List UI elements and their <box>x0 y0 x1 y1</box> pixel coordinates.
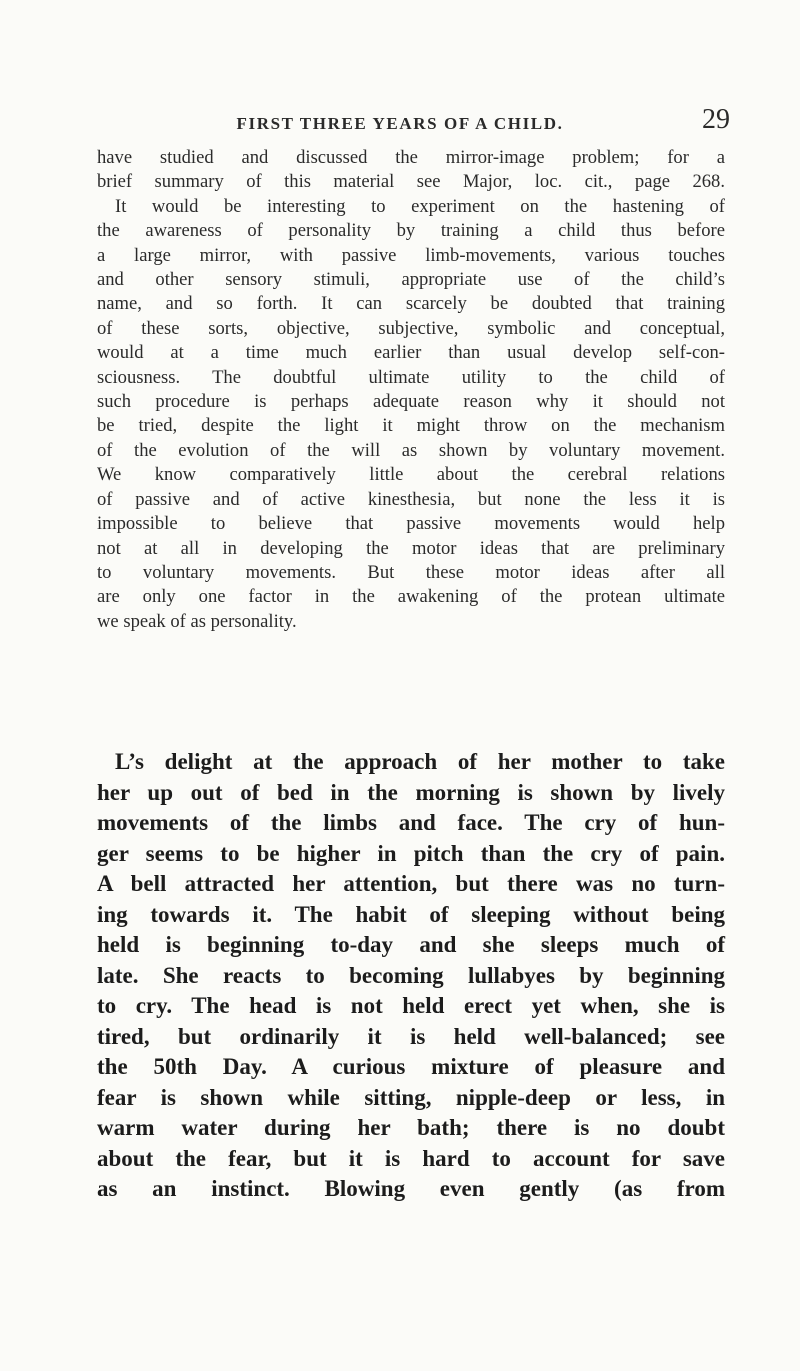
text-line: such procedure is perhaps adequate reason why it should not <box>97 391 725 413</box>
text-line: ger seems to be higher in pitch than the cry of pain. <box>97 840 725 866</box>
text-line: of the evolution of the will as shown by voluntary movement. <box>97 439 725 461</box>
footnote-text-block <box>97 146 725 634</box>
text-line: the awareness of personality by training a child thus before <box>97 220 725 242</box>
text-line: are only one factor in the awakening of the protean ultimate <box>97 586 725 608</box>
text-line: of these sorts, objective, subjective, symbolic and conceptual, <box>97 317 725 339</box>
text-line: impossible to believe that passive movements would help <box>97 513 725 535</box>
text-line: to cry. The head is not held erect yet when, she is <box>97 993 725 1018</box>
text-line: We know comparatively little about the cerebral relations <box>97 464 725 486</box>
text-line: her up out of bed in the morning is shown by lively <box>97 779 725 805</box>
page-number: 29 <box>702 104 730 135</box>
text-line: fear is shown while sitting, nipple-deep or less, in <box>97 1084 725 1110</box>
text-line: about the fear, but it is hard to account for save <box>97 1145 725 1171</box>
text-line: we speak of as personality. <box>97 610 297 632</box>
text-line: late. She reacts to becoming lullabyes by beginning <box>97 962 725 988</box>
text-line: warm water during her bath; there is no doubt <box>97 1115 725 1140</box>
text-line: and other sensory stimuli, appropriate use of the child’s <box>97 269 725 291</box>
text-line: It would be interesting to experiment on the hastening of <box>115 195 725 217</box>
text-line: would at a time much earlier than usual develop self-con- <box>97 342 725 364</box>
text-line: name, and so forth. It can scarcely be doubted that training <box>97 293 725 315</box>
text-line: A bell attracted her attention, but there was no turn- <box>97 871 725 896</box>
text-line: the 50th Day. A curious mixture of pleasure and <box>97 1054 725 1079</box>
main-text-block <box>97 747 725 1205</box>
running-header <box>0 104 800 144</box>
text-line: of passive and of active kinesthesia, but none the less it is <box>97 488 725 510</box>
text-line: brief summary of this material see Major, loc. cit., page 268. <box>97 171 725 193</box>
text-line: sciousness. The doubtful ultimate utility to the child of <box>97 366 725 388</box>
text-line: held is beginning to-day and she sleeps much of <box>97 932 725 957</box>
text-line: a large mirror, with passive limb-movements, various touches <box>97 244 725 266</box>
text-line: have studied and discussed the mirror-image problem; for a <box>97 147 725 168</box>
text-line: as an instinct. Blowing even gently (as from <box>97 1176 725 1201</box>
text-line: tired, but ordinarily it is held well-balanced; see <box>97 1023 725 1049</box>
text-line: L’s delight at the approach of her mother to take <box>115 749 725 774</box>
text-line: movements of the limbs and face. The cry of hun- <box>97 810 725 835</box>
text-line: to voluntary movements. But these motor ideas after all <box>97 561 725 583</box>
text-line: ing towards it. The habit of sleeping without being <box>97 901 725 927</box>
text-line: be tried, despite the light it might throw on the mechanism <box>97 415 725 437</box>
running-title: FIRST THREE YEARS OF A CHILD. <box>236 114 564 133</box>
text-line: not at all in developing the motor ideas that are preliminary <box>97 537 725 559</box>
